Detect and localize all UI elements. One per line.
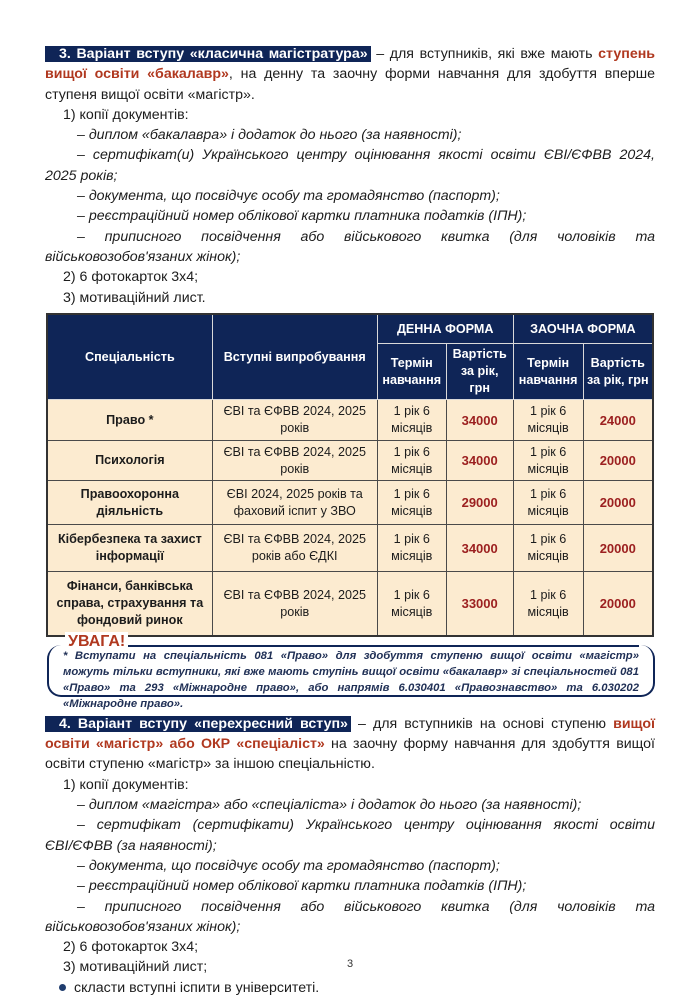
note-title: УВАГА! bbox=[65, 632, 128, 652]
section3-item3: 3) мотиваційний лист. bbox=[63, 289, 206, 306]
header-pt-cost: Вартість за рік, грн bbox=[583, 344, 653, 400]
doc-item: – диплом «магістра» або «спеціаліста» і додаток до нього (за наявності); bbox=[77, 797, 582, 814]
attention-note bbox=[47, 632, 655, 710]
doc-item-cont: військовозобов'язаних жінок); bbox=[45, 248, 241, 265]
header-part-time: ЗАОЧНА ФОРМА bbox=[513, 314, 653, 344]
table-row: Кібербезпека та захист інформації ЄВІ та ЄФВВ 2024, 2025 років або ЄДКІ 1 рік 6 місяців 34000 1 рік 6 місяців 20000 bbox=[47, 525, 653, 572]
doc-item: – сертифікат(и) Українського центру оцінювання якості освіти ЄВІ/ЄФВВ 2024, bbox=[77, 147, 655, 164]
document-page bbox=[45, 44, 655, 998]
table-row: Фінанси, банківська справа, страхування та фондовий ринок ЄВІ та ЄФВВ 2024, 2025 років 1 рік 6 місяців 33000 1 рік 6 місяців 20000 bbox=[47, 572, 653, 636]
section4-item2: 2) 6 фотокарток 3х4; bbox=[63, 939, 199, 956]
header-ft-duration: Термін навчання bbox=[377, 344, 446, 400]
bullet-icon bbox=[59, 984, 66, 991]
doc-item: – приписного посвідчення або військового квитка (для чоловіків та bbox=[77, 898, 655, 915]
doc-item-cont: ЄВІ/ЄФВВ (за наявності); bbox=[45, 837, 217, 854]
header-specialty: Спеціальність bbox=[47, 314, 212, 400]
section4-highlight: вищої освіти «магістр» або ОКР «спеціаліст» bbox=[45, 715, 655, 753]
section3-highlight: ступень вищої освіти «бакалавр» bbox=[45, 46, 656, 83]
section4-intro: 4. Варіант вступу «перехресний вступ» – для вступників на основі ступеню вищої освіти «магістр» або ОКР «спеціаліст» на заочну форму навчання для здобуття вищої освіти ступеню «магістр» за іншою спеціальністю. bbox=[45, 715, 656, 773]
doc-item: – диплом «бакалавра» і додаток до нього (за наявності); bbox=[77, 127, 462, 144]
header-pt-duration: Термін навчання bbox=[513, 344, 583, 400]
page-number: 3 bbox=[346, 958, 354, 970]
tuition-table bbox=[46, 313, 654, 637]
section3-heading: 3. Варіант вступу «класична магістратура» bbox=[45, 46, 371, 62]
doc-item: – документа, що посвідчує особу та громадянство (паспорт); bbox=[77, 188, 500, 205]
section3-intro: 3. Варіант вступу «класична магістратура» – для вступників, які вже мають ступень вищої освіти «бакалавр», на денну та заочну форми навчання для здобуття вперше ступеня вищої освіти «магістр». bbox=[45, 46, 656, 103]
header-full-time: ДЕННА ФОРМА bbox=[377, 314, 513, 344]
table-row: Психологія ЄВІ та ЄФВВ 2024, 2025 років 1 рік 6 місяців 34000 1 рік 6 місяців 20000 bbox=[47, 441, 653, 481]
table-row: Право * ЄВІ та ЄФВВ 2024, 2025 років 1 рік 6 місяців 34000 1 рік 6 місяців 24000 bbox=[47, 400, 653, 441]
doc-item: – реєстраційний номер облікової картки платника податків (ІПН); bbox=[77, 878, 527, 895]
doc-item-cont: військовозобов'язаних жінок); bbox=[45, 918, 241, 935]
section4-item1: 1) копії документів: bbox=[63, 776, 189, 793]
bullet-item: скласти вступні іспити в університеті. bbox=[45, 978, 655, 998]
table-row: Правоохоронна діяльність ЄВІ 2024, 2025 років та фаховий іспит у ЗВО 1 рік 6 місяців 29000 1 рік 6 місяців 20000 bbox=[47, 481, 653, 525]
note-text: * Вступати на спеціальність 081 «Право» для здобуття ступеню вищої освіти «магістр» можуть тільки вступники, які вже мають ступінь вищої освіти «бакалавр» зі спеціальностей 081 «Право» та 293 «Міжнародне право», або напрямів 6.030401 «Правознавство» та 6.030202 «Міжнародне право». bbox=[63, 649, 639, 710]
doc-item: – документа, що посвідчує особу та громадянство (паспорт); bbox=[77, 857, 500, 874]
note-border bbox=[119, 645, 639, 647]
doc-item: – приписного посвідчення або військового квитка (для чоловіків та bbox=[77, 228, 655, 245]
doc-item: – реєстраційний номер облікової картки платника податків (ІПН); bbox=[77, 208, 527, 225]
section4-item3: 3) мотиваційний лист; bbox=[63, 959, 208, 976]
header-exams: Вступні випробування bbox=[212, 314, 377, 400]
section3-item2: 2) 6 фотокарток 3х4; bbox=[63, 269, 199, 286]
doc-item: – сертифікат (сертифікати) Українського центру оцінювання якості освіти bbox=[77, 817, 655, 834]
header-ft-cost: Вартість за рік, грн bbox=[446, 344, 513, 400]
section4-heading: 4. Варіант вступу «перехресний вступ» bbox=[45, 716, 351, 732]
doc-item-cont: 2025 років; bbox=[45, 167, 118, 184]
section3-item1: 1) копії документів: bbox=[63, 106, 189, 123]
